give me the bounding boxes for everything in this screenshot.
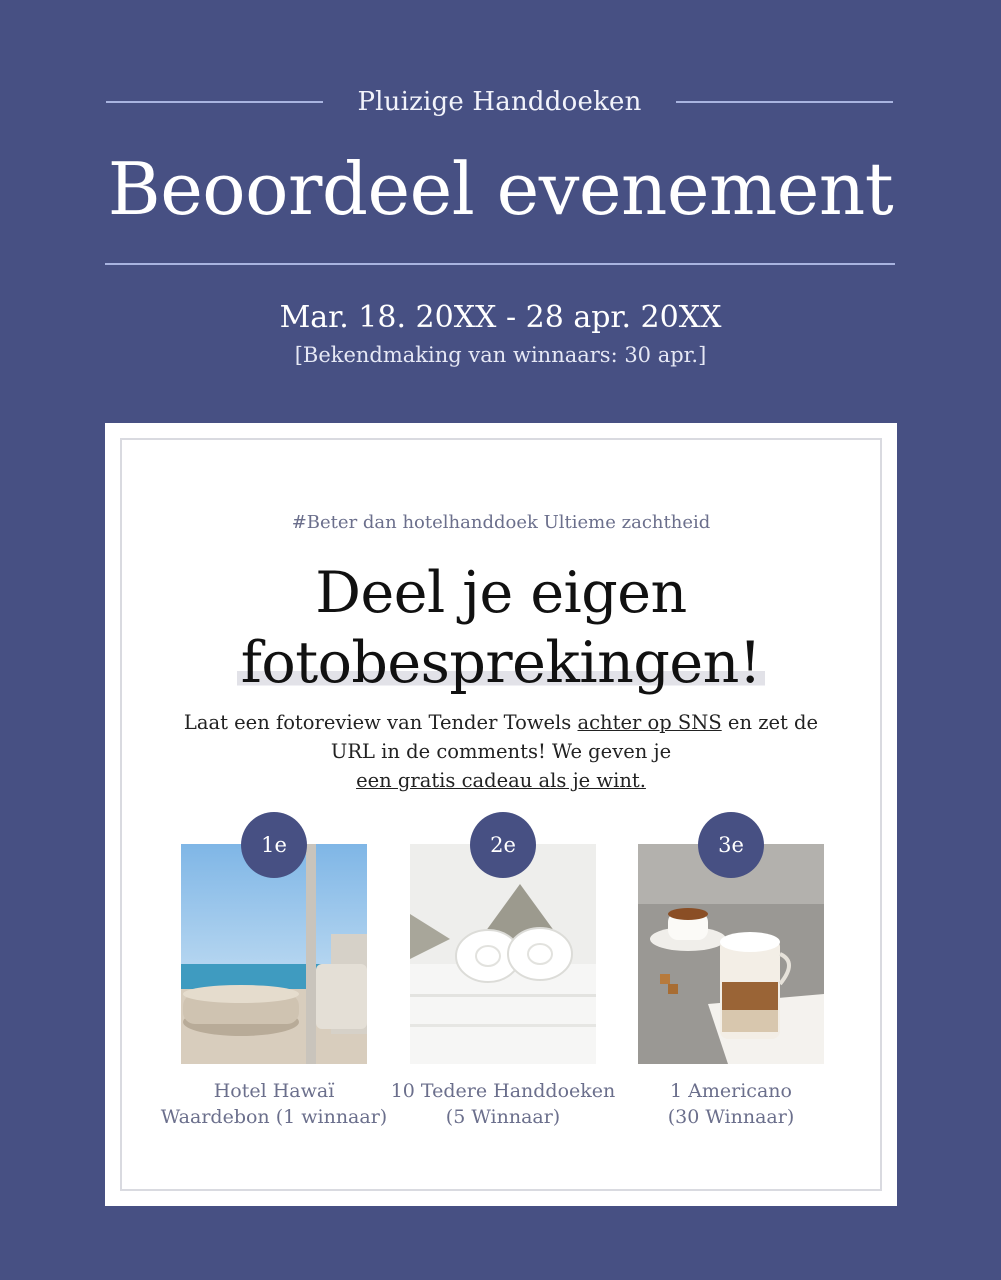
headline — [122, 558, 880, 698]
prize-caption — [601, 1078, 861, 1130]
page-title: Beoordeel evenement — [107, 147, 894, 231]
brand-name: Pluizige Handdoeken — [357, 87, 642, 117]
hashtag: #Beter dan hotelhanddoek Ultieme zachtheid — [291, 512, 711, 533]
prize-name: 10 Tedere Handdoeken — [390, 1080, 616, 1102]
description-part-2: en zet de URL in de comments! We geven je — [330, 711, 819, 763]
description — [182, 708, 820, 795]
prize-name: Hotel Hawaï — [213, 1080, 335, 1102]
winner-announcement: [Bekendmaking van winnaars: 30 apr.] — [294, 343, 707, 367]
event-dates: Mar. 18. 20XX - 28 apr. 20XX — [279, 300, 722, 335]
brand-row — [106, 84, 893, 120]
title-divider — [105, 263, 895, 265]
sns-link[interactable]: achter op SNS — [577, 711, 722, 734]
gift-link[interactable]: een gratis cadeau als je wint. — [356, 769, 646, 792]
prize-winners: (30 Winnaar) — [667, 1106, 795, 1128]
headline-line-2: fotobesprekingen! — [237, 630, 765, 696]
prize-winners: Waardebon (1 winnaar) — [160, 1106, 388, 1128]
headline-line-1: Deel je eigen — [315, 560, 687, 626]
event-card — [105, 423, 897, 1206]
rank-badge: 3e — [698, 812, 764, 878]
prize-name: 1 Americano — [670, 1080, 792, 1102]
rank-badge: 2e — [470, 812, 536, 878]
prize-caption — [373, 1078, 633, 1130]
prize-caption — [144, 1078, 404, 1130]
brand-divider-right — [676, 101, 893, 103]
rank-badge: 1e — [241, 812, 307, 878]
brand-divider-left — [106, 101, 323, 103]
card-border — [120, 438, 882, 1191]
prize-winners: (5 Winnaar) — [445, 1106, 561, 1128]
description-part-1: Laat een fotoreview van Tender Towels — [183, 711, 578, 734]
